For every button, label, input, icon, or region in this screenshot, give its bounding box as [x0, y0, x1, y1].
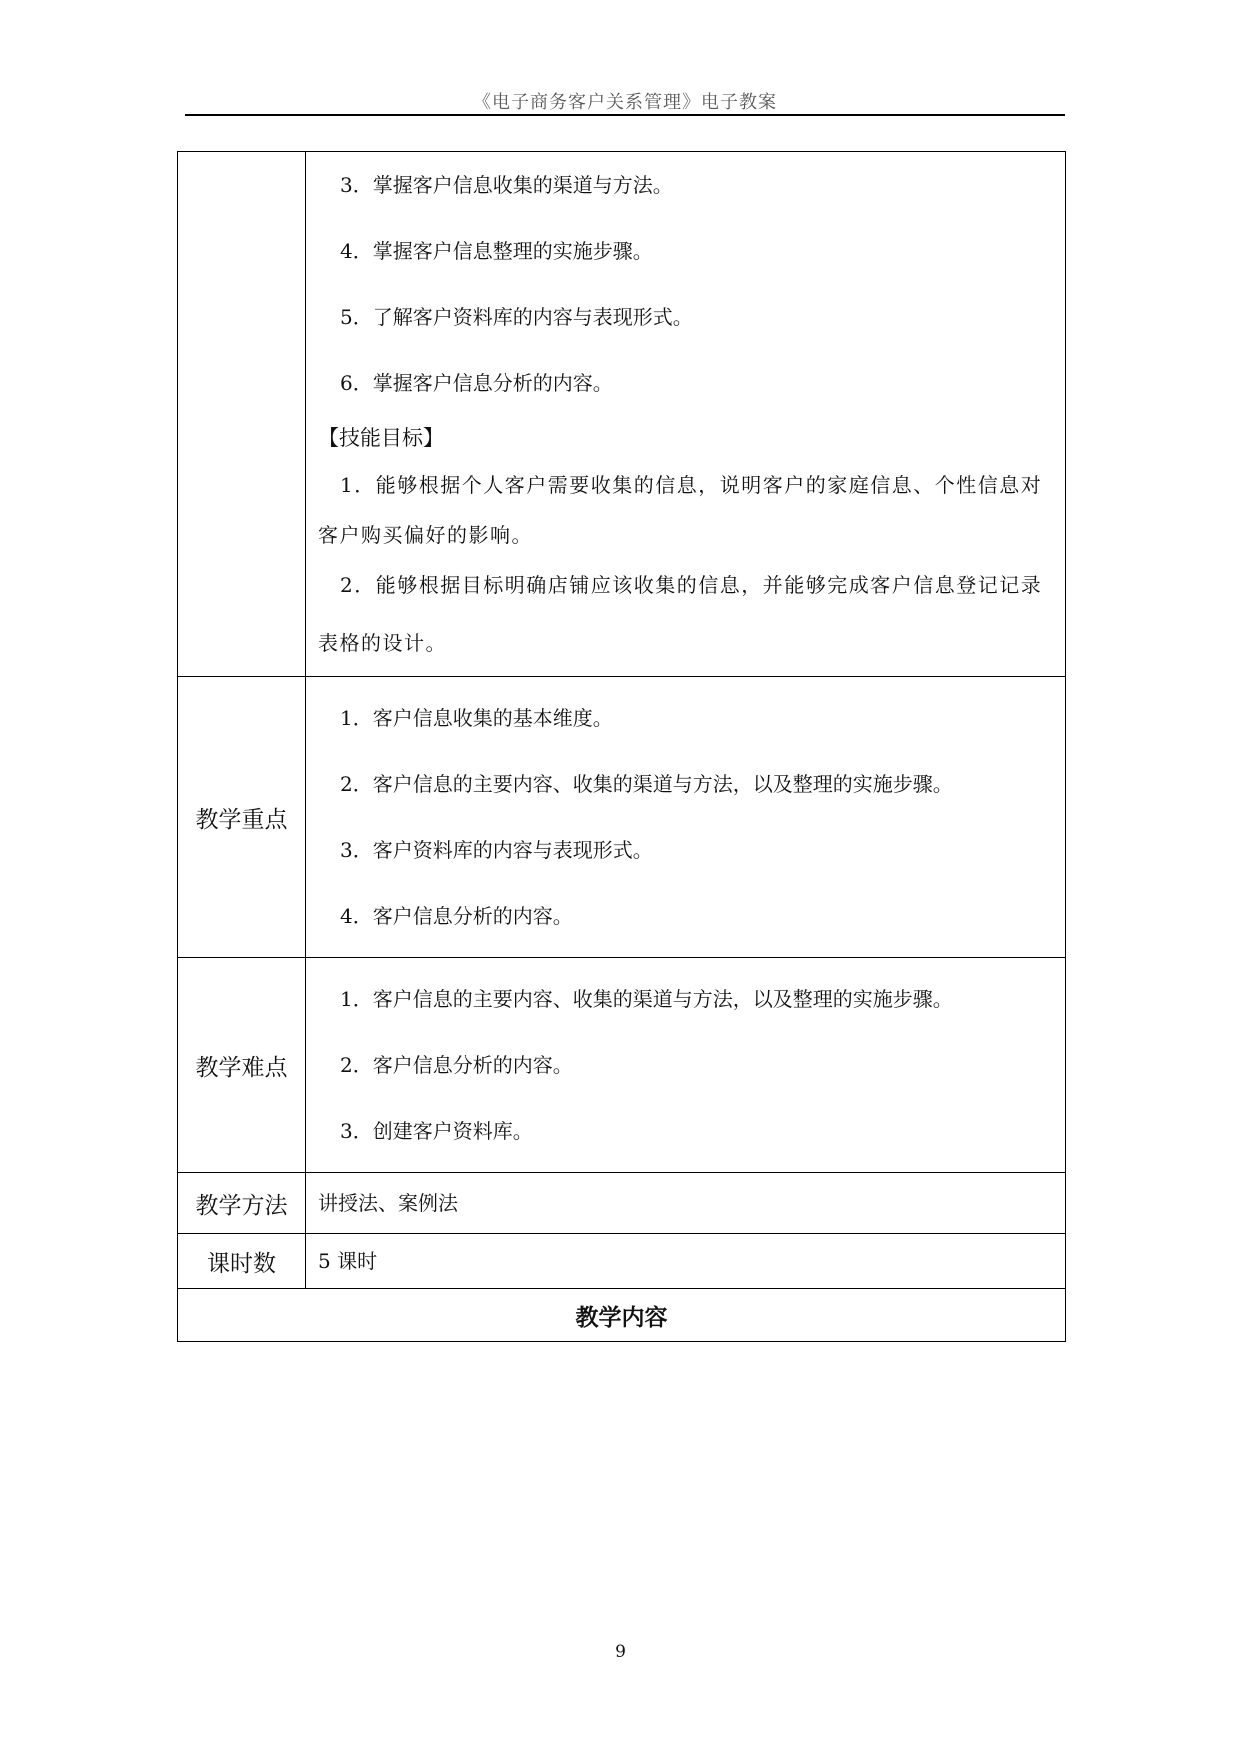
- difficulties-content-cell: [306, 958, 1066, 1173]
- hours-value: 5 课时: [318, 1249, 378, 1273]
- skill-item-1-continuation: 客户购买偏好的影响。: [318, 523, 533, 547]
- key-points-content-cell: [306, 677, 1066, 958]
- objectives-label-cell: [178, 152, 306, 677]
- knowledge-item-5: 5．了解客户资料库的内容与表现形式。: [340, 305, 693, 329]
- page-number: 9: [615, 1642, 626, 1662]
- key-points-row: [178, 677, 1066, 958]
- difficulty-item: 1．客户信息的主要内容、收集的渠道与方法，以及整理的实施步骤。: [340, 987, 953, 1011]
- methods-content-cell: [306, 1173, 1066, 1234]
- key-point-item: 3．客户资料库的内容与表现形式。: [340, 838, 653, 862]
- content-section-row: [178, 1289, 1066, 1342]
- hours-row: [178, 1234, 1066, 1289]
- key-point-item: 4．客户信息分析的内容。: [340, 904, 573, 928]
- difficulty-item: 2．客户信息分析的内容。: [340, 1053, 573, 1077]
- methods-value: 讲授法、案例法: [318, 1191, 458, 1215]
- difficulty-item: 3．创建客户资料库。: [340, 1119, 533, 1143]
- hours-content-cell: [306, 1234, 1066, 1289]
- skill-item-2-line: 2．能够根据目标明确店铺应该收集的信息，并能够完成客户信息登记记录: [340, 573, 1043, 597]
- skill-objectives-heading: 【技能目标】: [318, 426, 444, 450]
- difficulties-label: 教学难点: [178, 958, 306, 1173]
- objectives-row: [178, 152, 1066, 677]
- content-section-title: 教学内容: [178, 1289, 1066, 1342]
- key-point-item: 1．客户信息收集的基本维度。: [340, 706, 613, 730]
- key-point-item: 2．客户信息的主要内容、收集的渠道与方法，以及整理的实施步骤。: [340, 772, 953, 796]
- difficulties-row: [178, 958, 1066, 1173]
- hours-label: 课时数: [178, 1234, 306, 1289]
- header-rule: [185, 114, 1065, 116]
- skill-item-2-continuation: 表格的设计。: [318, 631, 447, 655]
- knowledge-item-6: 6．掌握客户信息分析的内容。: [340, 371, 613, 395]
- objectives-content-cell: [306, 152, 1066, 677]
- knowledge-item-4: 4．掌握客户信息整理的实施步骤。: [340, 239, 653, 263]
- key-points-label: 教学重点: [178, 677, 306, 958]
- page-header-title: 《电子商务客户关系管理》电子教案: [473, 92, 777, 113]
- skill-item-1-line: 1．能够根据个人客户需要收集的信息，说明客户的家庭信息、个性信息对: [340, 473, 1043, 497]
- knowledge-item-3: 3．掌握客户信息收集的渠道与方法。: [340, 173, 673, 197]
- methods-row: [178, 1173, 1066, 1234]
- lesson-plan-table: [177, 151, 1066, 1342]
- methods-label: 教学方法: [178, 1173, 306, 1234]
